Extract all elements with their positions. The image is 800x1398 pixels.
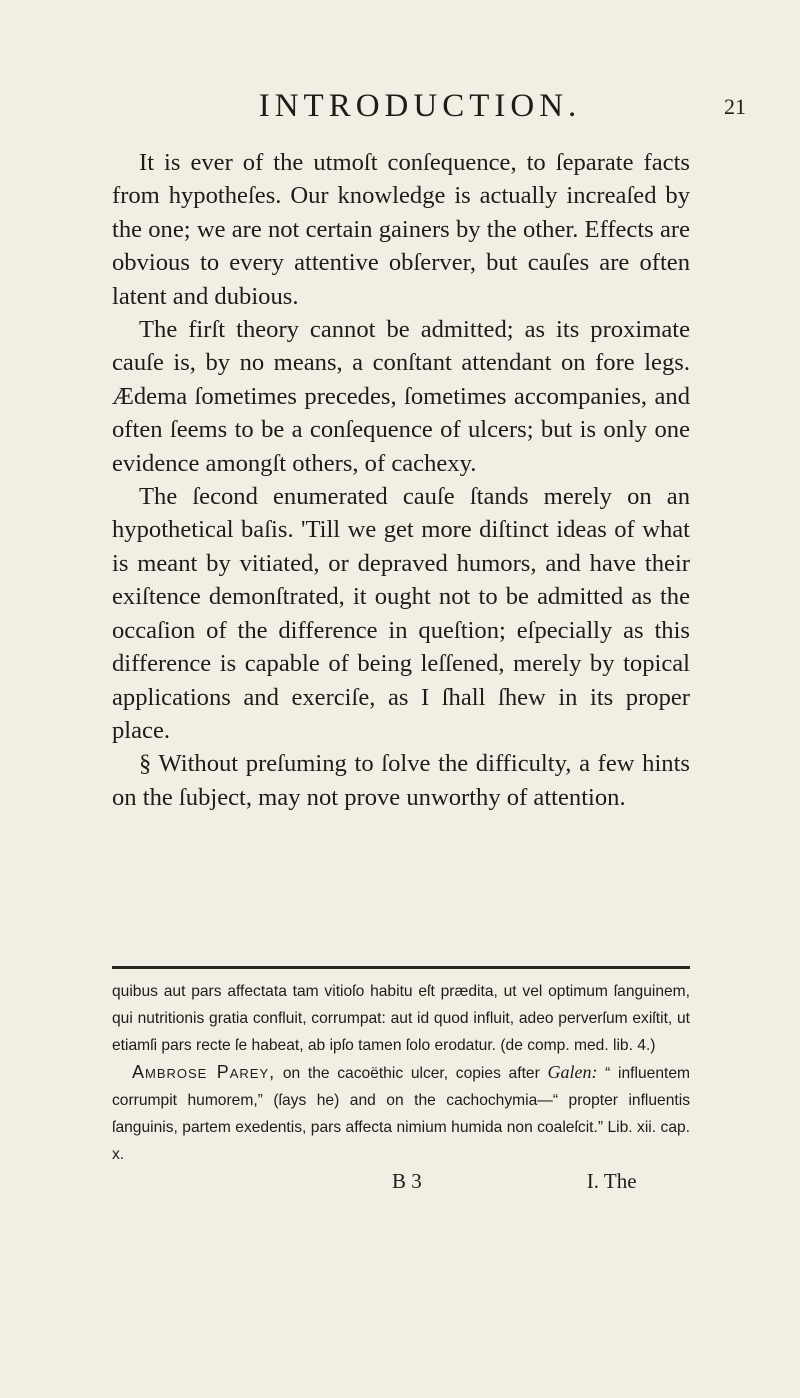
footnote-parey-text-b: “ influentem corrumpit humorem,” (ſays he) and on the cachochymia—“ propter influentis ſanguinis, partem exedentis, pars affecta nimium humida non coaleſcit.” Lib. xii. cap. x. xyxy=(112,1065,690,1163)
footnote-latin: quibus aut pars affectata tam vitioſo habitu eſt prædita, ut vel optimum ſanguinem, qui nutritionis gratia confluit, corrumpat: aut id quod influit, adeo perverſum exiſtit, ut etiamſi pars recte ſe habeat, ab ipſo tamen ſolo erodatur. (de comp. med. lib. 4.) xyxy=(112,983,690,1054)
paragraph-2: The firſt theory cannot be admitted; as its proximate cauſe is, by no means, a conſtant attendant on fore legs. Ædema ſometimes precedes, ſometimes accompanies, and often ſeems to be a conſequence of ulcers; but is only one evidence amongſt others, of cachexy. xyxy=(112,316,690,477)
footnote-rule xyxy=(112,966,690,969)
catchword: I. The xyxy=(586,1169,637,1193)
footnotes xyxy=(112,978,690,1195)
signature-mark: B 3 xyxy=(392,1169,422,1193)
author-name: Ambrose Parey, xyxy=(132,1062,276,1082)
running-header: INTRODUCTION. xyxy=(258,88,582,124)
paragraph-4: § Without preſuming to ſolve the difficulty, a few hints on the ſubject, may not prove unworthy of attention. xyxy=(112,750,690,811)
galen-reference: Galen: xyxy=(547,1062,598,1082)
page-number: 21 xyxy=(724,94,746,119)
footnote-parey-text-a: on the cacoëthic ulcer, copies after xyxy=(275,1065,548,1082)
footnote-parey xyxy=(112,1059,690,1168)
paragraph-1: It is ever of the utmoſt conſequence, to ſeparate facts from hypotheſes. Our knowledge is actually increaſed by the one; we are not certain gainers by the other. Effects are obvious to every attentive obſerver, but cauſes are often latent and dubious. xyxy=(112,149,690,310)
body-text xyxy=(112,146,690,814)
paragraph-3: The ſecond enumerated cauſe ſtands merely on an hypothetical baſis. 'Till we get more diſtinct ideas of what is meant by vitiated, or depraved humors, and have their exiſtence demonſtrated, it ought not to be admitted as the occaſion of the difference in queſtion; eſpecially as this difference is capable of being leſſened, merely by topical applications and exerciſe, as I ſhall ſhew in its proper place. xyxy=(112,483,690,744)
page-footer xyxy=(112,1168,690,1195)
